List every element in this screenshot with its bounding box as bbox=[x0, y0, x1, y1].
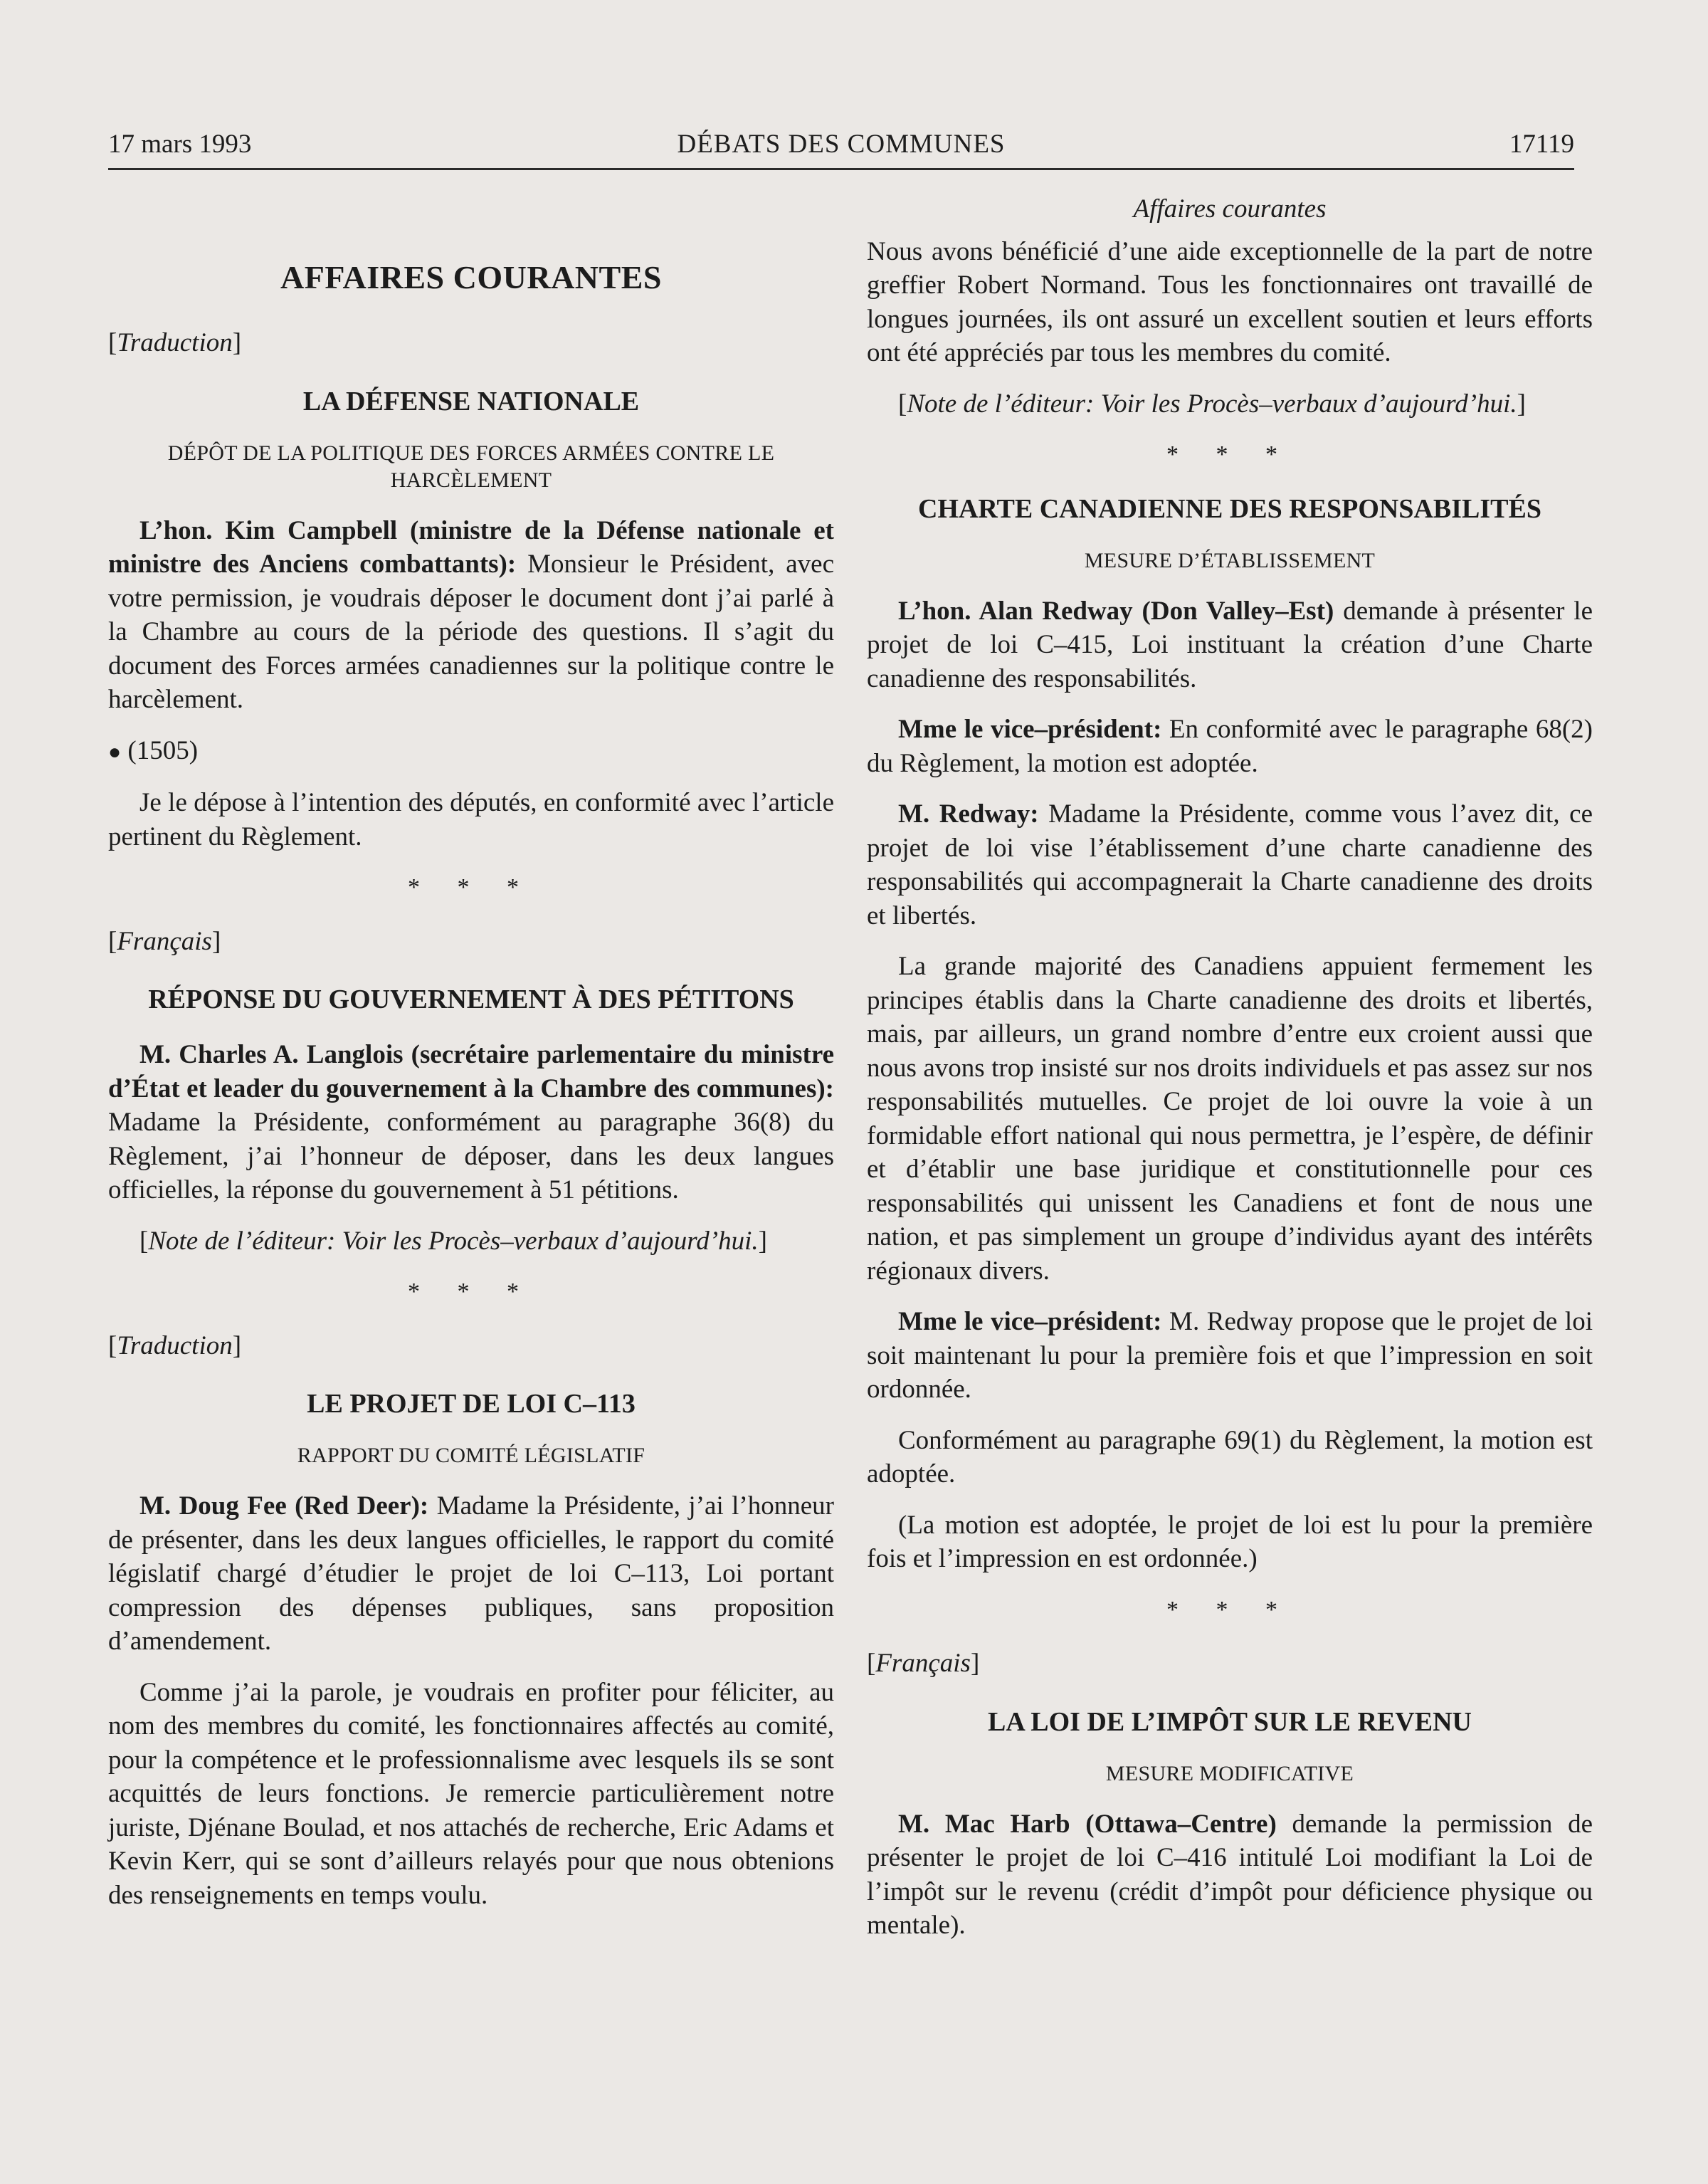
speech-fee bbox=[108, 1489, 834, 1659]
speech-text: Monsieur le Président, avec votre permission, je voudrais déposer le document dont j’ai parlé à la Chambre au cours de la période des questions. Il s’agit du document des Forces armées canadiennes sur la politique contre le harcèlement. bbox=[108, 550, 834, 714]
speech-campbell bbox=[108, 514, 834, 717]
speech-text: demande la permission de présenter le projet de loi C–416 intitulé Loi modifiant la Loi de l’impôt sur le revenu (crédit d’impôt pour déficience physique ou mentale). bbox=[867, 1809, 1593, 1940]
section-separator: * * * bbox=[408, 874, 534, 901]
topic-heading-income-tax: LA LOI DE L’IMPÔT SUR LE REVENU bbox=[988, 1706, 1472, 1737]
right-column bbox=[867, 192, 1593, 1960]
subheading-income-tax: MESURE MODIFICATIVE bbox=[1105, 1761, 1354, 1785]
speech-text: Madame la Présidente, comme vous l’avez dit, ce projet de loi vise l’établissement d’une charte canadienne des responsabilités qui accompagnerait la Charte canadienne des droits et libertés. bbox=[867, 799, 1593, 930]
speech-text: M. Redway propose que le projet de loi soit maintenant lu pour la première fois et que l’impression en soit ordonnée. bbox=[867, 1307, 1593, 1404]
speech-harb bbox=[867, 1807, 1593, 1943]
running-header bbox=[108, 127, 1574, 162]
speaker-name: M. Charles A. Langlois (secrétaire parlementaire du ministre d’État et leader du gouvernement à la Chambre des communes): bbox=[108, 1040, 834, 1103]
speech-text: En conformité avec le paragraphe 68(2) du Règlement, la motion est adoptée. bbox=[867, 715, 1593, 778]
speaker-name: L’hon. Alan Redway (Don Valley–Est) bbox=[898, 596, 1334, 626]
motion-outcome: (La motion est adoptée, le projet de loi est lu pour la première fois et l’impression en est ordonnée.) bbox=[867, 1510, 1593, 1573]
speaker-name: M. Redway: bbox=[898, 799, 1039, 829]
section-separator: * * * bbox=[1166, 1596, 1293, 1623]
header-page-number: 17119 bbox=[1509, 130, 1574, 159]
speaker-name: M. Doug Fee (Red Deer): bbox=[139, 1491, 429, 1521]
topic-heading-bill-c113: LE PROJET DE LOI C–113 bbox=[307, 1389, 636, 1419]
language-tag: [Traduction] bbox=[108, 1330, 242, 1360]
section-heading: AFFAIRES COURANTES bbox=[280, 259, 662, 295]
speaker-name: Mme le vice–président: bbox=[898, 715, 1162, 744]
subheading-charter: MESURE D’ÉTABLISSEMENT bbox=[1084, 548, 1376, 572]
header-date: 17 mars 1993 bbox=[108, 130, 252, 159]
speaker-name: L’hon. Kim Campbell (ministre de la Défense nationale et ministre des Anciens combattants): bbox=[108, 515, 834, 579]
speech-redway bbox=[867, 594, 1593, 696]
topic-heading-charter: CHARTE CANADIENNE DES RESPONSABILITÉS bbox=[917, 493, 1542, 524]
speech-text: La grande majorité des Canadiens appuient fermement les principes établis dans la Charte canadienne des droits et libertés, mais, par ailleurs, un grand nombre d’entre eux croient aussi que nous avons trop insisté sur nos droits individuels et pas assez sur nos responsabilités mutuelles. Ce projet de loi ouvre la voie à un formidable effort national qui nous permettra, je l’espère, de définir et d’établir une base juridique et constitutionnelle pour ces responsabilités qui unissent les Canadiens et font de nous une nation, et pas simplement un groupe d’individus ayant des intérêts régionaux divers. bbox=[867, 952, 1593, 1286]
speech-redway-2 bbox=[867, 797, 1593, 933]
speech-text: Conformément au paragraphe 69(1) du Règlement, la motion est adoptée. bbox=[867, 1425, 1593, 1489]
subheading-committee-report: RAPPORT DU COMITÉ LÉGISLATIF bbox=[297, 1444, 645, 1467]
speech-text: Madame la Présidente, j’ai l’honneur de présenter, dans les deux langues officielles, le rapport du comité législatif chargé d’étudier le projet de loi C–113, Loi portant compression des dépenses publiques, sans proposition d’amendement. bbox=[108, 1491, 834, 1656]
editor-note: [Note de l’éditeur: Voir les Procès–verbaux d’aujourd’hui.] bbox=[139, 1226, 767, 1256]
section-separator: * * * bbox=[1166, 441, 1293, 468]
header-title: DÉBATS DES COMMUNES bbox=[677, 130, 1006, 159]
language-tag: [Français] bbox=[108, 926, 221, 956]
speaker-name: Mme le vice–président: bbox=[898, 1307, 1162, 1336]
column-running-title: Affaires courantes bbox=[1133, 194, 1327, 224]
speaker-name: M. Mac Harb (Ottawa–Centre) bbox=[898, 1809, 1277, 1839]
speech-langlois bbox=[108, 1038, 834, 1207]
language-tag: [Traduction] bbox=[108, 328, 242, 357]
speech-text: demande à présenter le projet de loi C–415, Loi instituant la création d’une Charte canadienne des responsabilités. bbox=[867, 596, 1593, 693]
topic-heading-petitions: RÉPONSE DU GOUVERNEMENT À DES PÉTITONS bbox=[148, 985, 794, 1014]
time-marker: ● (1505) bbox=[108, 735, 199, 765]
language-tag: [Français] bbox=[867, 1649, 980, 1678]
speech-vice-president-2 bbox=[867, 1305, 1593, 1407]
topic-heading-defense: LA DÉFENSE NATIONALE bbox=[302, 386, 640, 416]
speech-text: Madame la Présidente, conformément au paragraphe 36(8) du Règlement, j’ai l’honneur de déposer, dans les deux langues officielles, la réponse du gouvernement à 51 pétitions. bbox=[108, 1108, 834, 1204]
bullet-icon: ● bbox=[108, 740, 122, 764]
editor-note: [Note de l’éditeur: Voir les Procès–verbaux d’aujourd’hui.] bbox=[898, 389, 1526, 419]
speech-vice-president bbox=[867, 713, 1593, 780]
section-separator: * * * bbox=[408, 1279, 534, 1305]
speech-text: Comme j’ai la parole, je voudrais en profiter pour féliciter, au nom des membres du comité, les fonctionnaires affectés au comité, pour la compétence et le professionnalisme avec lesquels ils se sont acquittés de leurs fonctions. Je remercie particulièrement notre juriste, Djénane Boulad, et nos attachés de recherche, Eric Adams et Kevin Kerr, qui se sont d’ailleurs relayés pour que nous obtenions des renseignements en temps voulu. bbox=[108, 1677, 834, 1910]
speech-text: Nous avons bénéficié d’une aide exceptionnelle de la part de notre greffier Robert Normand. Tous les fonctionnaires ont travaillé de longues journées, ils ont assuré un excellent soutien et leurs efforts ont été appréciés par tous les membres du comité. bbox=[867, 236, 1593, 367]
subheading-defense: DÉPÔT DE LA POLITIQUE DES FORCES ARMÉES CONTRE LE HARCÈLEMENT bbox=[167, 441, 775, 492]
left-column bbox=[108, 192, 834, 1929]
header-rule bbox=[108, 168, 1574, 170]
speech-text: Je le dépose à l’intention des députés, en conformité avec l’article pertinent du Règlement. bbox=[108, 788, 834, 851]
